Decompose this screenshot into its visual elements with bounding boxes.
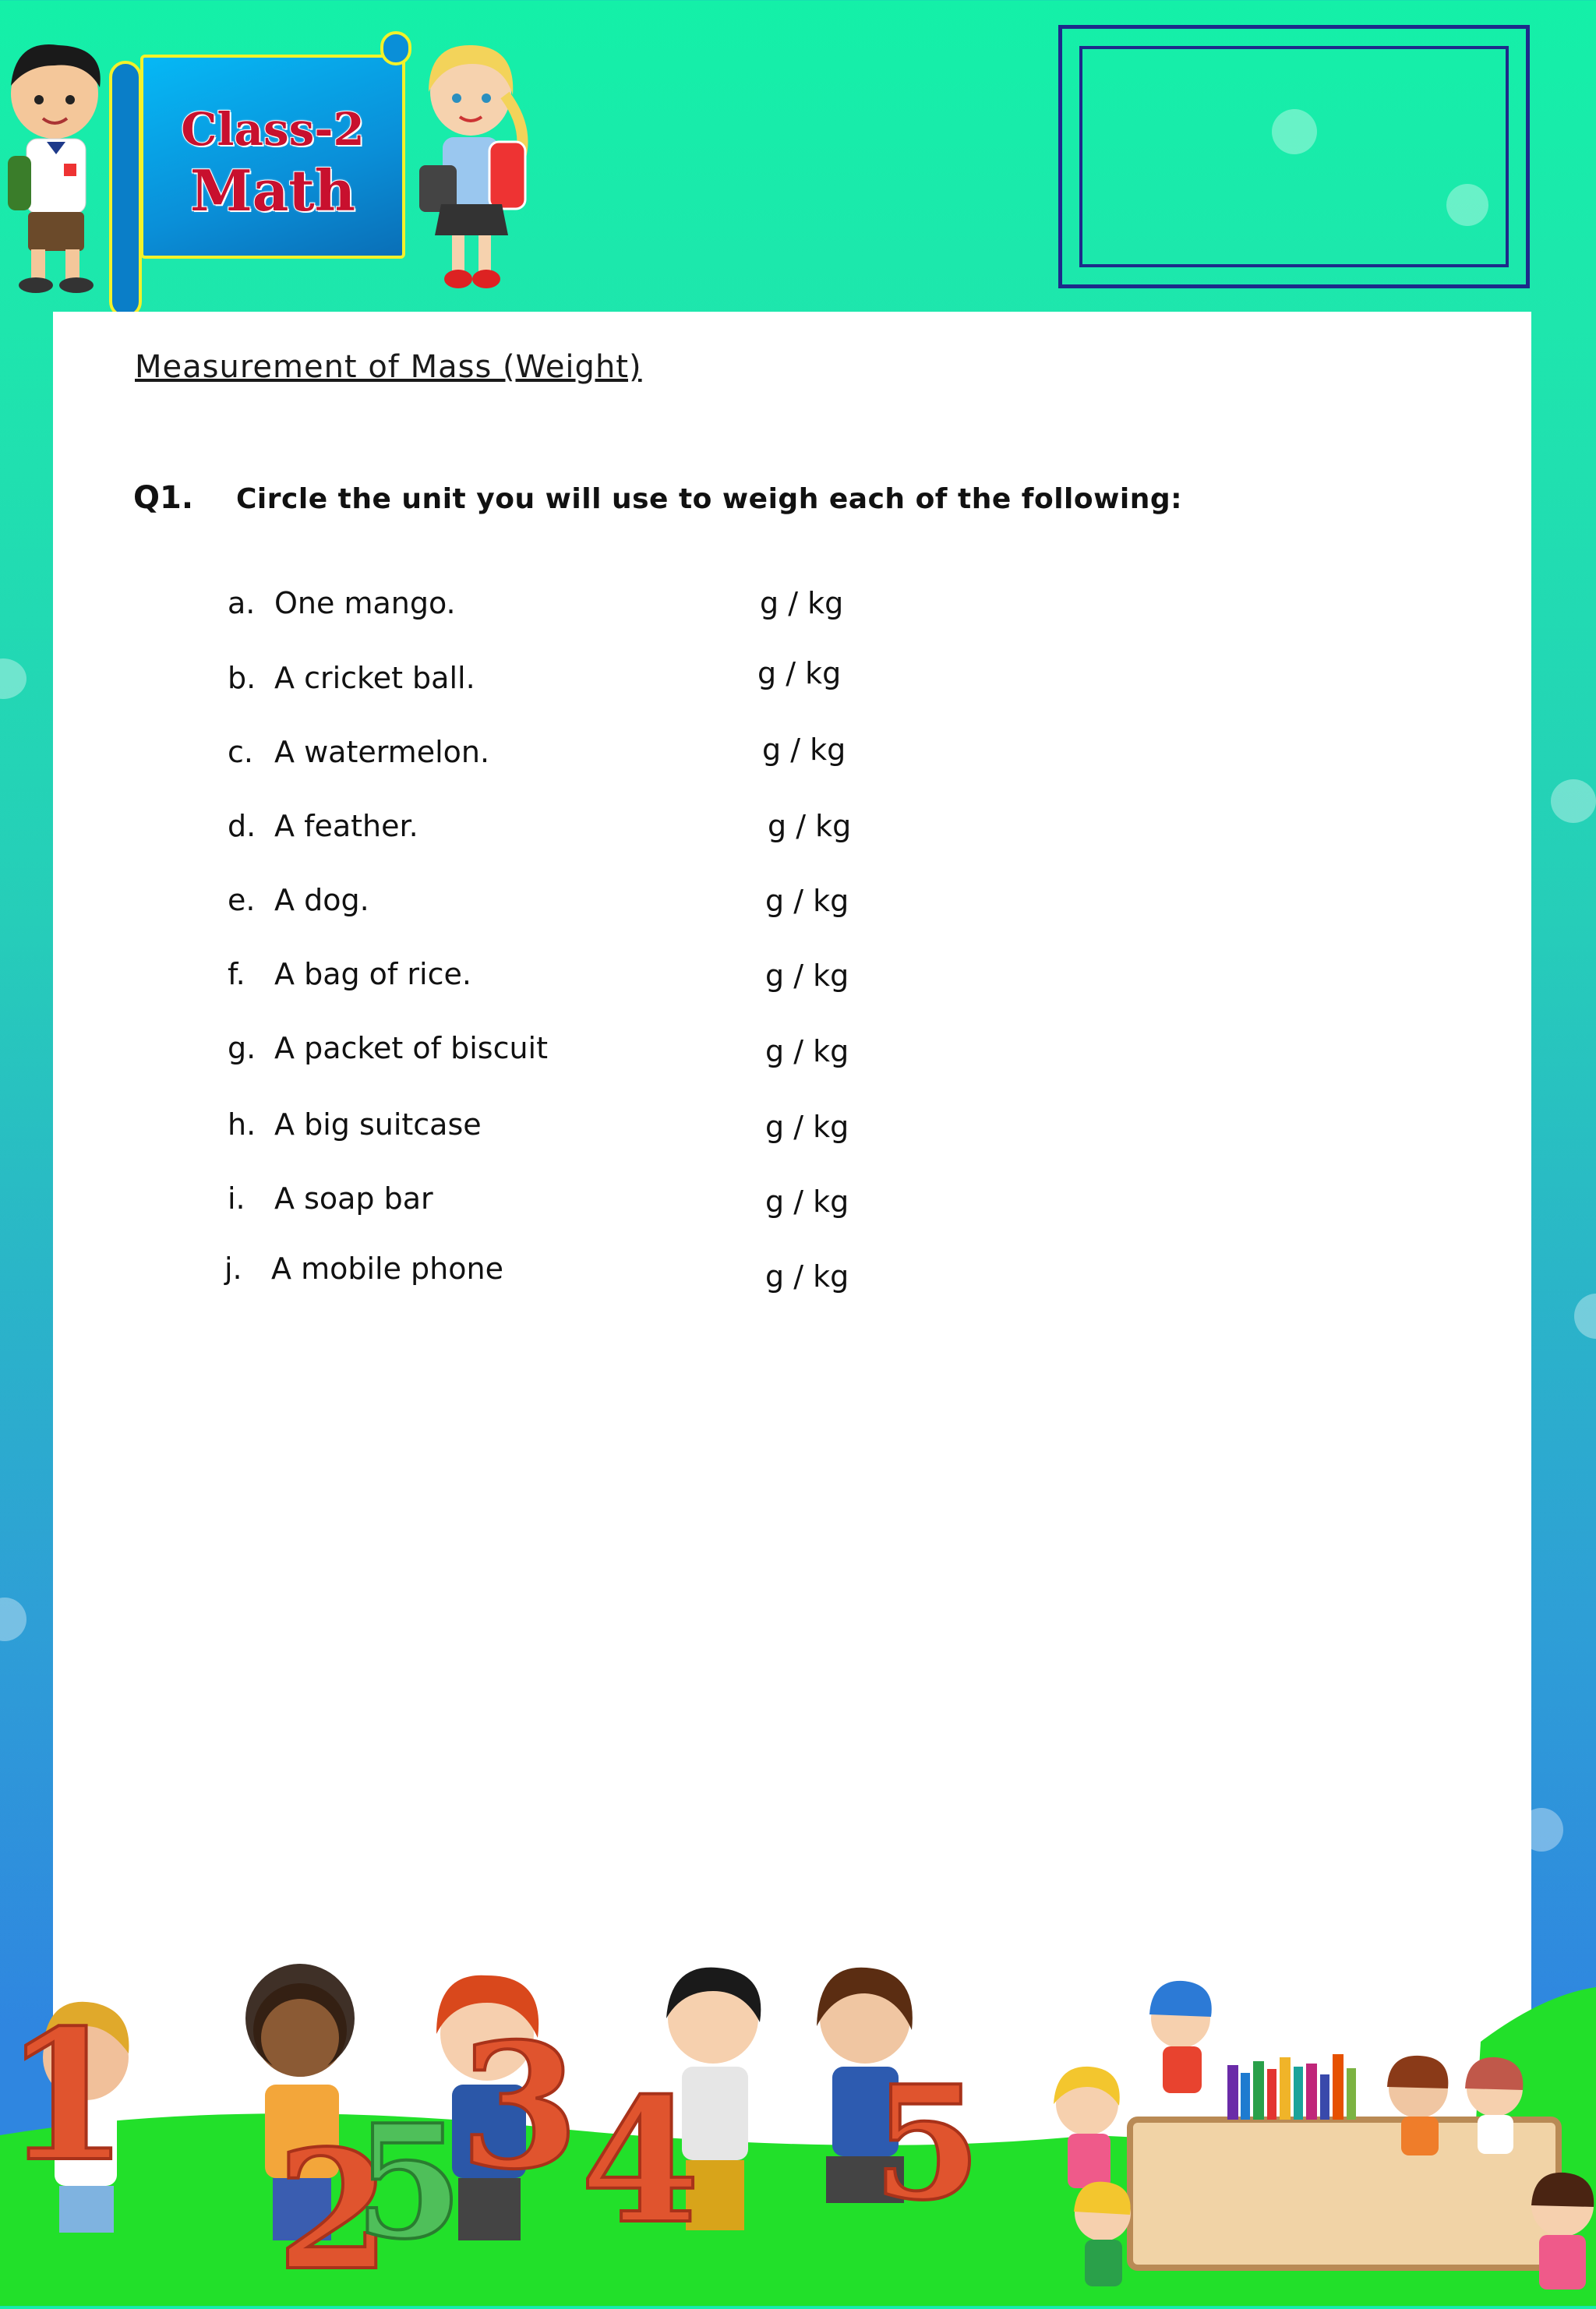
item-letter: b. [228, 661, 256, 695]
decor-bubble [0, 658, 26, 699]
item-letter: h. [228, 1107, 256, 1142]
question-text: Circle the unit you will use to weigh each of the following: [236, 483, 1182, 515]
footer-number: 2 [277, 2114, 391, 2306]
unit-options[interactable]: g / kg [757, 656, 842, 690]
item-letter: a. [228, 586, 256, 620]
item-label: One mango. [274, 586, 456, 620]
item-label: A bag of rice. [274, 957, 471, 991]
class-label: Class-2 [181, 103, 365, 156]
unit-options[interactable]: g / kg [765, 1034, 849, 1068]
item-label: A cricket ball. [274, 661, 475, 695]
unit-options[interactable]: g / kg [760, 586, 844, 620]
unit-options[interactable]: g / kg [765, 884, 849, 918]
footer-number: 4 [581, 2060, 701, 2261]
boy-illustration [0, 39, 117, 296]
class-title-banner [109, 31, 411, 263]
unit-options[interactable]: g / kg [765, 1185, 849, 1219]
scroll-roll-left [109, 61, 142, 318]
item-letter: c. [228, 735, 253, 769]
footer-number: 5 [355, 2091, 464, 2274]
decor-bubble [0, 1598, 26, 1641]
item-letter: i. [228, 1181, 245, 1216]
name-box-inner-frame [1079, 46, 1509, 267]
item-label: A dog. [274, 883, 369, 917]
question-number: Q1. [133, 480, 194, 516]
item-letter: d. [228, 809, 256, 843]
item-label: A feather. [274, 809, 418, 843]
unit-options[interactable]: g / kg [765, 959, 849, 993]
item-letter: f. [228, 957, 245, 991]
subject-label: Math [190, 157, 355, 224]
item-label: A big suitcase [274, 1107, 482, 1142]
kid-figure [1149, 1981, 1212, 2093]
item-letter: e. [228, 883, 256, 917]
footer-number: 1 [4, 1991, 129, 2201]
worksheet-heading: Measurement of Mass (Weight) [135, 349, 642, 385]
item-label: A mobile phone [271, 1252, 503, 1286]
footer-number: 5 [873, 2052, 982, 2235]
decor-bubble [1574, 1294, 1596, 1339]
item-letter: g. [228, 1031, 256, 1065]
name-box-frame [1058, 25, 1530, 288]
scroll-body [140, 55, 405, 259]
unit-options[interactable]: g / kg [765, 1110, 849, 1144]
item-letter: j. [224, 1252, 242, 1286]
item-label: A soap bar [274, 1181, 433, 1216]
footer-illustration [0, 1901, 1596, 2306]
unit-options[interactable]: g / kg [762, 733, 846, 767]
item-label: A packet of biscuit [274, 1031, 548, 1065]
item-label: A watermelon. [274, 735, 490, 769]
decor-bubble [1551, 779, 1596, 823]
unit-options[interactable]: g / kg [765, 1259, 849, 1294]
scroll-curl-top [380, 31, 411, 65]
girl-illustration [411, 41, 536, 298]
unit-options[interactable]: g / kg [768, 809, 852, 843]
footer-number: 3 [460, 2005, 580, 2207]
